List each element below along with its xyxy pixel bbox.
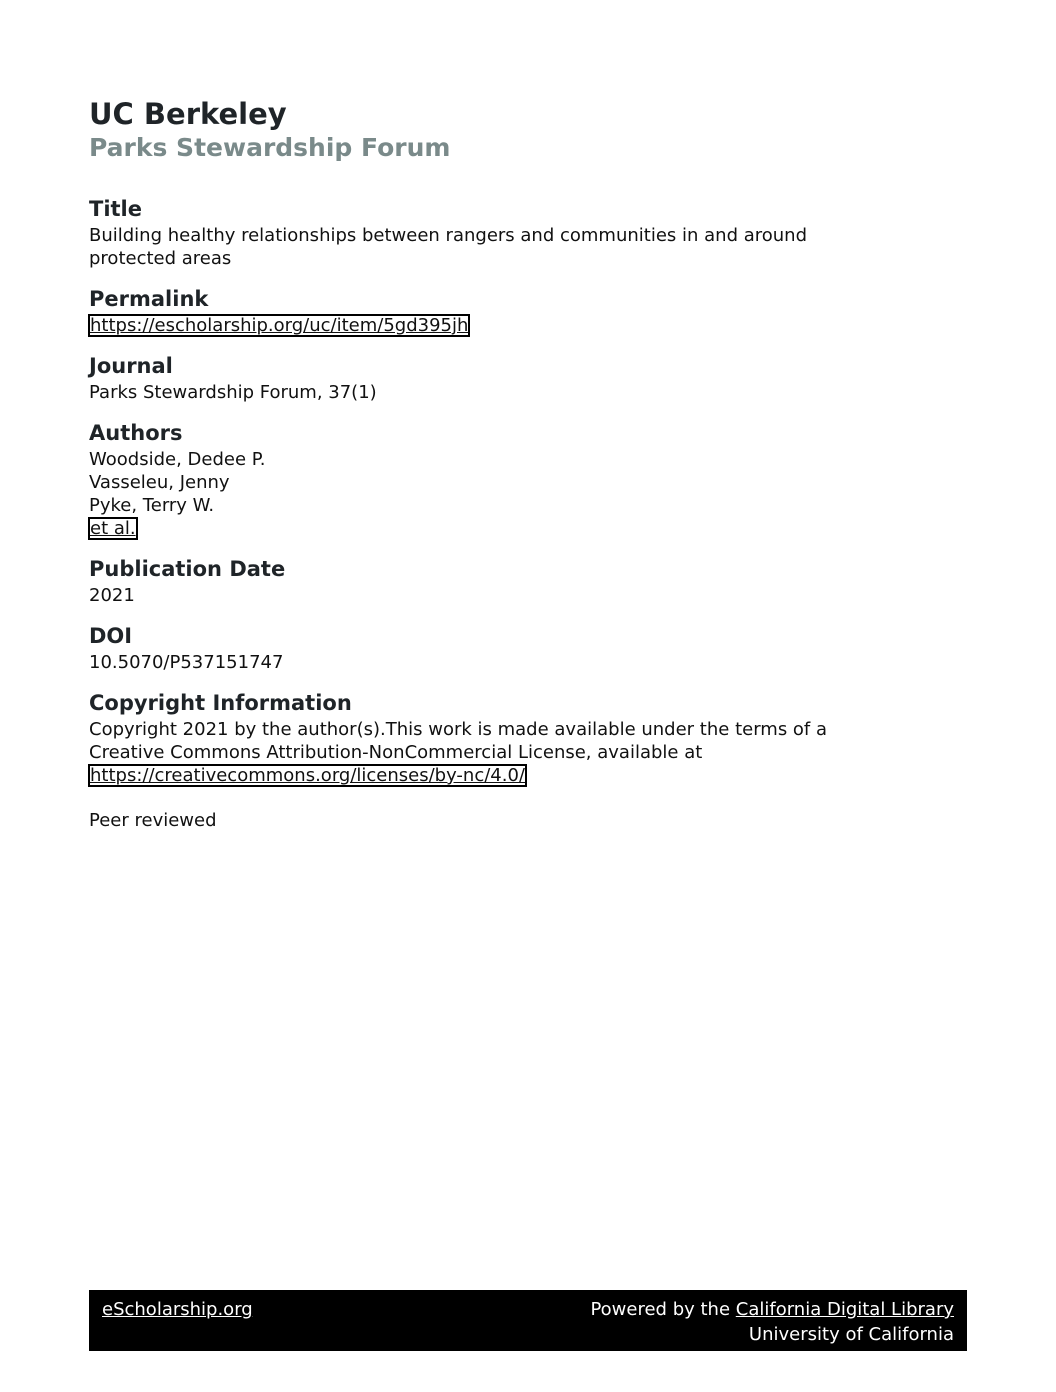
journal-section [89,351,969,404]
journal-value: Parks Stewardship Forum, 37(1) [89,382,377,403]
publication-date-value: 2021 [89,585,135,606]
campus-name: UC Berkeley [89,97,287,131]
permalink-row [89,314,969,337]
doi-label: DOI [89,624,133,648]
permalink-section [89,284,969,337]
escholarship-link[interactable]: eScholarship.org [102,1299,253,1320]
copyright-section [89,688,969,787]
author-name: Vasseleu, Jenny [89,472,230,493]
authors-section [89,418,969,540]
peer-review-status: Peer reviewed [89,810,217,831]
author-name: Pyke, Terry W. [89,495,215,516]
permalink-link[interactable]: https://escholarship.org/uc/item/5gd395jh [90,315,469,336]
unit-name: Parks Stewardship Forum [89,133,451,162]
copyright-line1: Copyright 2021 by the author(s).This work is made available under the terms of a [89,719,828,740]
more-authors-link[interactable]: et al. [90,518,136,539]
license-row [89,764,969,787]
cdl-link[interactable]: California Digital Library [735,1299,954,1320]
license-link[interactable]: https://creativecommons.org/licenses/by-nc/4.0/ [90,765,525,786]
copyright-label: Copyright Information [89,691,352,715]
powered-by-text: Powered by the [590,1299,736,1320]
footer-bar [89,1290,967,1351]
authors-label: Authors [89,421,183,445]
copyright-line2: Creative Commons Attribution-NonCommercial License, available at [89,742,703,763]
author-name: Woodside, Dedee P. [89,449,266,470]
doi-section [89,621,969,674]
publication-date-label: Publication Date [89,557,286,581]
powered-by-line [590,1297,954,1322]
title-section [89,194,969,270]
university-name: University of California [748,1324,954,1345]
title-label: Title [89,197,143,221]
title-value-line1: Building healthy relationships between rangers and communities in and around [89,225,808,246]
document-page [89,96,969,832]
more-authors-row [89,517,969,540]
journal-label: Journal [89,354,173,378]
title-value-line2: protected areas [89,248,232,269]
doi-value: 10.5070/P537151747 [89,652,284,673]
footer-right [590,1297,954,1347]
permalink-label: Permalink [89,287,209,311]
publication-date-section [89,554,969,607]
footer-left [102,1297,253,1322]
